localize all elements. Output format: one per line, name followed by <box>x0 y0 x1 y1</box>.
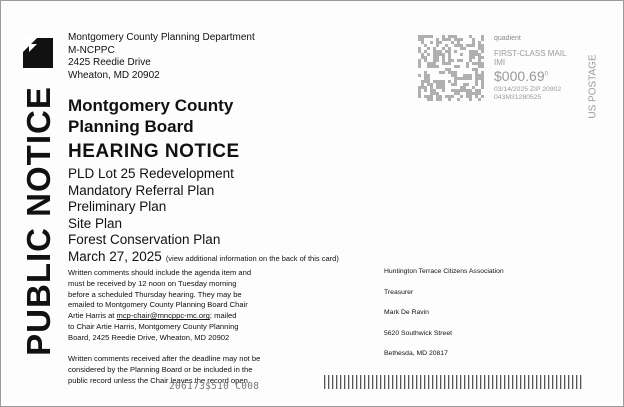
chair-email-link[interactable]: mcp-chair@mncppc-mc.org <box>116 311 210 321</box>
postage-class-text: FIRST-CLASS MAIL <box>494 49 567 58</box>
paragraph-line: considered by the Planning Board or be included in the <box>68 364 253 374</box>
recipient-street: 5620 Southwick Street <box>384 329 453 337</box>
us-postage-label: US POSTAGE <box>587 54 599 119</box>
recipient-address <box>384 267 504 370</box>
postage-indicia <box>418 35 599 119</box>
project-name: PLD Lot 25 Redevelopment <box>68 166 234 181</box>
plan-item: Forest Conservation Plan <box>68 232 221 247</box>
postage-date <box>494 86 561 102</box>
postage-imi: IMI <box>494 58 506 67</box>
plan-items <box>68 166 339 267</box>
plan-item: Site Plan <box>68 215 123 231</box>
comments-paragraph <box>68 268 288 344</box>
postage-amount-value: $000.69 <box>494 68 545 84</box>
recipient-title: Treasurer <box>384 288 414 296</box>
hearing-date: March 27, 2025 <box>68 248 162 264</box>
paragraph-line: Written comments should include the agenda item and <box>68 268 252 277</box>
recipient-org: Huntington Terrace Citizens Association <box>384 268 504 275</box>
mncppc-logo-icon <box>23 38 53 68</box>
vertical-label-area <box>11 61 71 381</box>
paragraph-line: Written comments received after the deadline may not be <box>68 354 261 363</box>
hearing-notice-heading: HEARING NOTICE <box>68 141 240 162</box>
plan-item: Preliminary Plan <box>68 199 167 214</box>
board-title <box>68 95 233 137</box>
postage-amount <box>494 68 548 84</box>
postage-date-zip: 03/14/2025 ZIP 20902 <box>494 86 562 93</box>
date-note: (view additional information on the back of this card) <box>165 253 339 263</box>
hearing-date-line <box>68 249 339 268</box>
public-notice-label: PUBLIC NOTICE <box>20 86 57 356</box>
sender-line: Montgomery County Planning Department <box>68 32 255 43</box>
postage-amount-suffix: 0 <box>544 71 548 78</box>
recipient-city: Bethesda, MD 20817 <box>384 350 448 357</box>
paragraph-text: ; mailed <box>209 311 237 321</box>
sender-line: M-NCPPC <box>68 44 115 56</box>
title-line: Montgomery County <box>68 96 234 115</box>
sender-line: Wheaton, MD 20902 <box>68 69 160 81</box>
paragraph-line: public record unless the Chair leaves the record open. <box>68 375 250 385</box>
mail-barcode-number: 206173$510 C008 <box>169 381 260 392</box>
paragraph-line <box>68 311 288 322</box>
postage-brand: quadient <box>494 35 521 42</box>
title-line: Planning Board <box>68 117 194 136</box>
paragraph-line: to Chair Artie Harris, Montgomery County Planning <box>68 321 239 331</box>
recipient-name: Mark De Ravin <box>384 309 429 316</box>
sender-address <box>68 32 255 82</box>
paragraph-line: before a scheduled Thursday hearing. They may be <box>68 289 242 299</box>
paragraph-text: Artie Harris at <box>68 311 117 321</box>
paragraph-line: emailed to Montgomery County Planning Board Chair <box>68 300 248 310</box>
postage-2d-barcode-icon <box>418 35 484 101</box>
intelligent-mail-barcode-icon <box>323 375 587 389</box>
sender-line: 2425 Reedie Drive <box>68 57 151 68</box>
paragraph-line: Board, 2425 Reedie Drive, Wheaton, MD 20902 <box>68 332 230 342</box>
postage-class <box>494 49 566 67</box>
postage-code: 043M31280525 <box>494 94 542 101</box>
plan-item: Mandatory Referral Plan <box>68 182 215 198</box>
paragraph-line: must be received by 12 noon on Tuesday morning <box>68 278 237 288</box>
